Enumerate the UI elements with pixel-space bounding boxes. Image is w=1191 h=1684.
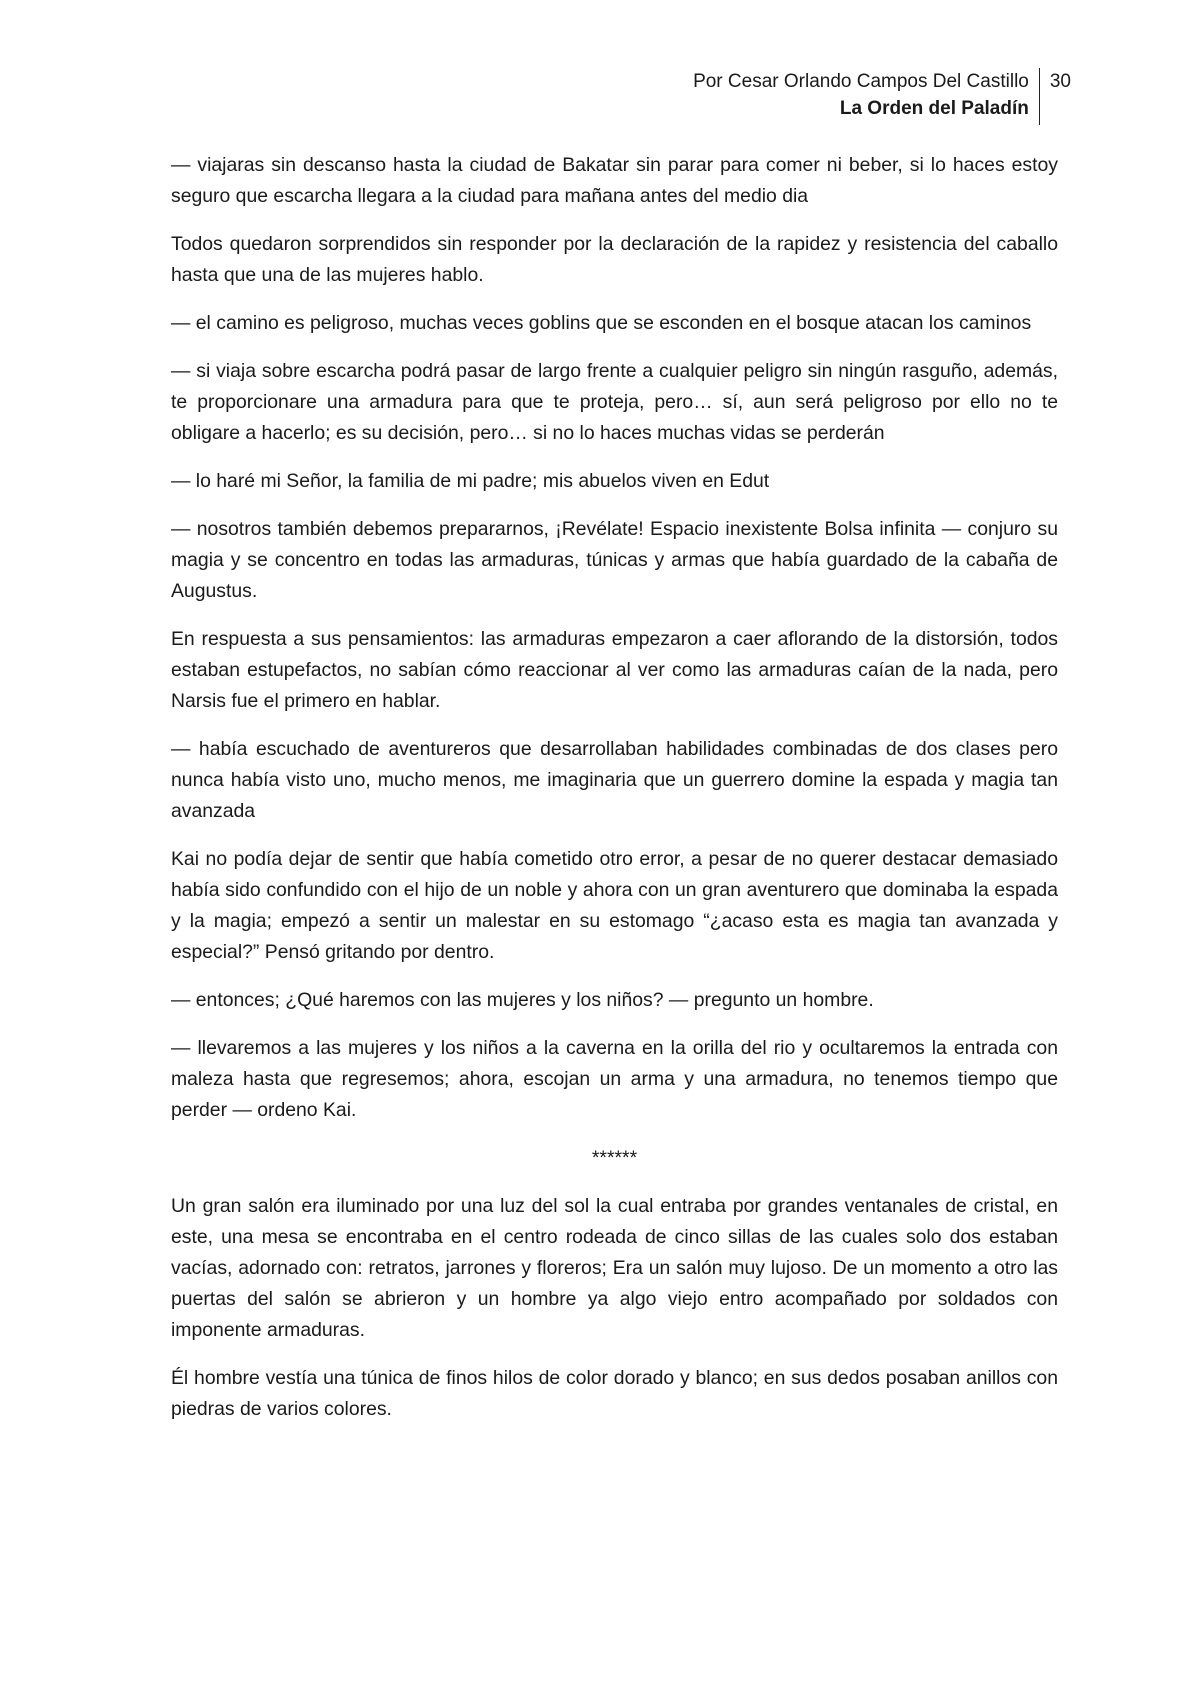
paragraph: — si viaja sobre escarcha podrá pasar de largo frente a cualquier peligro sin ningún rasguño, además, te proporcionare una armadura para que te proteja, pero… sí, aun será peligroso por ello no te obligare a hacerlo; es su decisión, pero… si no lo haces muchas vidas se perderán	[171, 360, 1058, 444]
paragraph: — había escuchado de aventureros que desarrollaban habilidades combinadas de dos clases pero nunca había visto uno, mucho menos, me imaginaria que un guerrero domine la espada y magia tan avanzada	[171, 738, 1058, 822]
scene-separator: ******	[591, 1147, 638, 1169]
paragraph: Todos quedaron sorprendidos sin responder por la declaración de la rapidez y resistencia del caballo hasta que una de las mujeres hablo.	[171, 233, 1058, 286]
header-author: Por Cesar Orlando Campos Del Castillo	[693, 71, 1029, 92]
header-text-block	[693, 68, 1039, 122]
paragraph: Él hombre vestía una túnica de finos hilos de color dorado y blanco; en sus dedos posaban anillos con piedras de varios colores.	[171, 1367, 1058, 1420]
paragraph: Kai no podía dejar de sentir que había cometido otro error, a pesar de no querer destacar demasiado había sido confundido con el hijo de un noble y ahora con un gran aventurero que dominaba la espada y la magia; empezó a sentir un malestar en su estomago “¿acaso esta es magia tan avanzada y especial?” Pensó gritando por dentro.	[171, 848, 1058, 963]
paragraph: — llevaremos a las mujeres y los niños a la caverna en la orilla del rio y ocultaremos la entrada con maleza hasta que regresemos; ahora, escojan un arma y una armadura, no tenemos tiempo que perder — ordeno Kai.	[171, 1037, 1058, 1121]
paragraph: — viajaras sin descanso hasta la ciudad de Bakatar sin parar para comer ni beber, si lo haces estoy seguro que escarcha llegara a la ciudad para mañana antes del medio dia	[171, 154, 1058, 207]
page-body	[171, 150, 1058, 1442]
paragraph: — el camino es peligroso, muchas veces goblins que se esconden en el bosque atacan los caminos	[171, 312, 1032, 334]
paragraph: — nosotros también debemos prepararnos, ¡Revélate! Espacio inexistente Bolsa infinita — conjuro su magia y se concentro en todas las armaduras, túnicas y armas que había guardado de la cabaña de Augustus.	[171, 518, 1058, 602]
page-number: 30	[1049, 71, 1071, 92]
paragraph: En respuesta a sus pensamientos: las armaduras empezaron a caer aflorando de la distorsión, todos estaban estupefactos, no sabían cómo reaccionar al ver como las armaduras caían de la nada, pero Narsis fue el primero en hablar.	[171, 628, 1058, 712]
paragraph: — entonces; ¿Qué haremos con las mujeres y los niños? — pregunto un hombre.	[171, 989, 874, 1011]
paragraph: — lo haré mi Señor, la familia de mi padre; mis abuelos viven en Edut	[171, 470, 770, 492]
running-header	[693, 68, 1071, 125]
header-book-title: La Orden del Paladín	[839, 98, 1029, 119]
paragraph: Un gran salón era iluminado por una luz del sol la cual entraba por grandes ventanales de cristal, en este, una mesa se encontraba en el centro rodeada de cinco sillas de las cuales solo dos estaban vacías, adornado con: retratos, jarrones y floreros; Era un salón muy lujoso. De un momento a otro las puertas del salón se abrieron y un hombre ya algo viejo entro acompañado por soldados con imponente armaduras.	[171, 1195, 1058, 1341]
